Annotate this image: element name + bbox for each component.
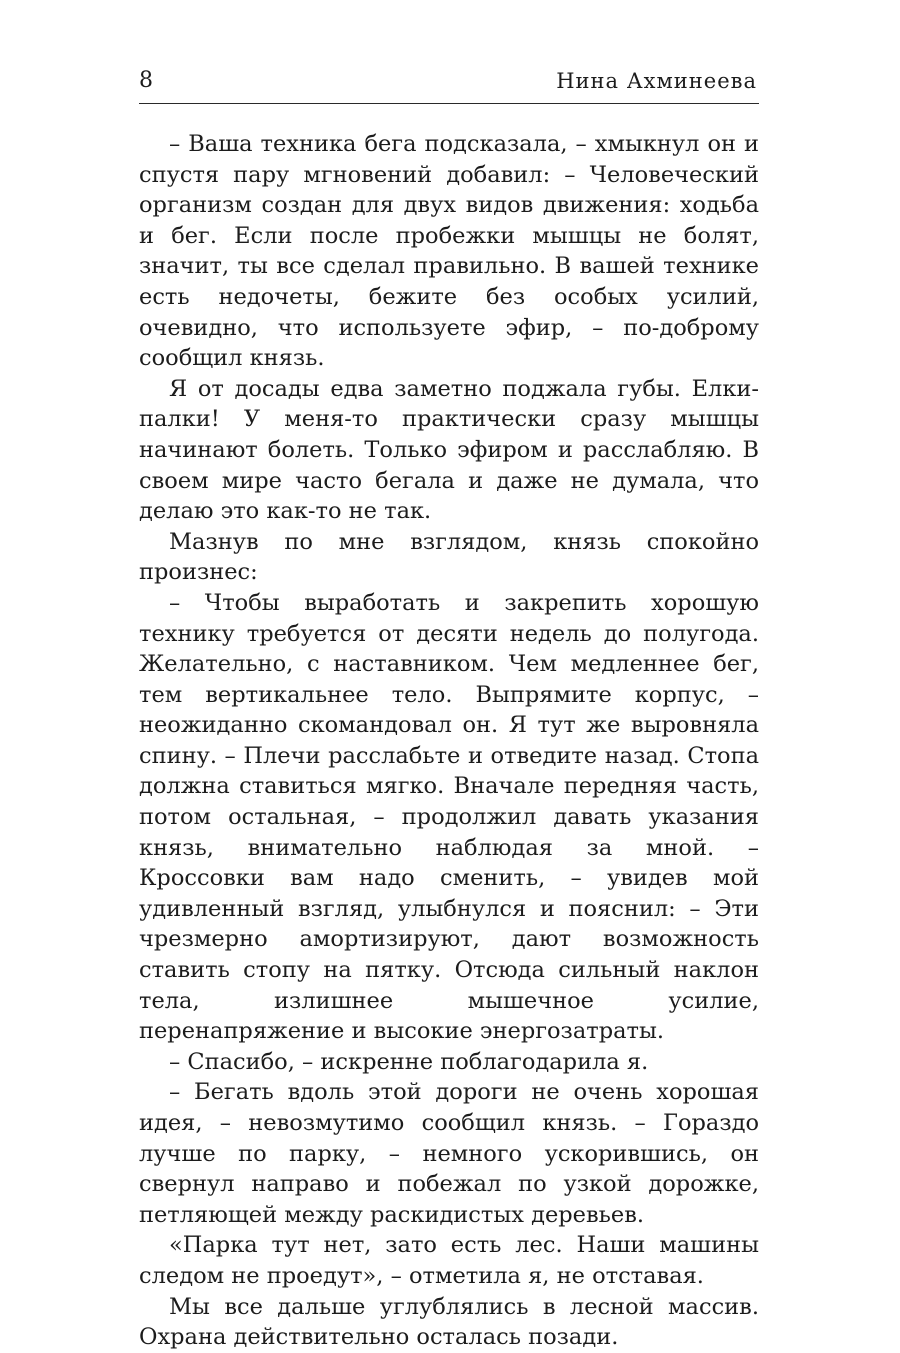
paragraph: Мазнув по мне взглядом, князь спокойно произнес: [139,528,759,586]
paragraph: – Бегать вдоль этой дороги не очень хорошая идея, – невозмутимо сообщил князь. – Гораздо лучше по парку, – немного ускорившись, он свернул направо и побежал по узкой дорожке, петляющей между раскидистых деревьев. [139,1079,759,1228]
running-header [139,66,759,100]
paragraph: «Парка тут нет, зато есть лес. Наши машины следом не проедут», – отметила я, не отставая. [139,1232,759,1289]
paragraph: Мы все дальше углублялись в лесной массив. Охрана действительно осталась позади. [139,1293,759,1351]
paragraph: Я от досады едва заметно поджала губы. Елки-палки! У меня-то практически сразу мышцы начинают болеть. Только эфиром и расслабляю. В своем мире часто бегала и даже не думала, что делаю это как-то не так. [139,375,759,525]
paragraph: – Спасибо, – искренне поблагодарила я. [169,1048,649,1075]
page-number: 8 [139,68,154,93]
paragraph: – Ваша техника бега подсказала, – хмыкнул он и спустя пару мгновений добавил: – Человеческий организм создан для двух видов движения: ходьба и бег. Если после пробежки мышцы не болят, значит, ты все сделал правильно. В вашей технике есть недочеты, бежите без особых усилий, очевидно, что используете эфир, – по-доброму сообщил князь. [139,131,759,372]
running-header-author: Нина Ахминеева [556,69,757,93]
header-rule [139,103,759,104]
paragraph: – Чтобы выработать и закрепить хорошую технику требуется от десяти недель до полугода. Желательно, с наставником. Чем медленнее бег, тем вертикальнее тело. Выпрямите корпус, – неожиданно скомандовал он. Я тут же выровняла спину. – Плечи расслабьте и отведите назад. Стопа должна ставиться мягко. Вначале передняя часть, потом остальная, – продолжил давать указания князь, внимательно наблюдая за мной. – Кроссовки вам надо сменить, – увидев мой удивленный взгляд, улыбнулся и пояснил: – Эти чрезмерно амортизируют, дают возможность ставить стопу на пятку. Отсюда сильный наклон тела, излишнее мышечное усилие, перенапряжение и высокие энергозатраты. [139,589,759,1045]
body-text [139,129,759,1353]
